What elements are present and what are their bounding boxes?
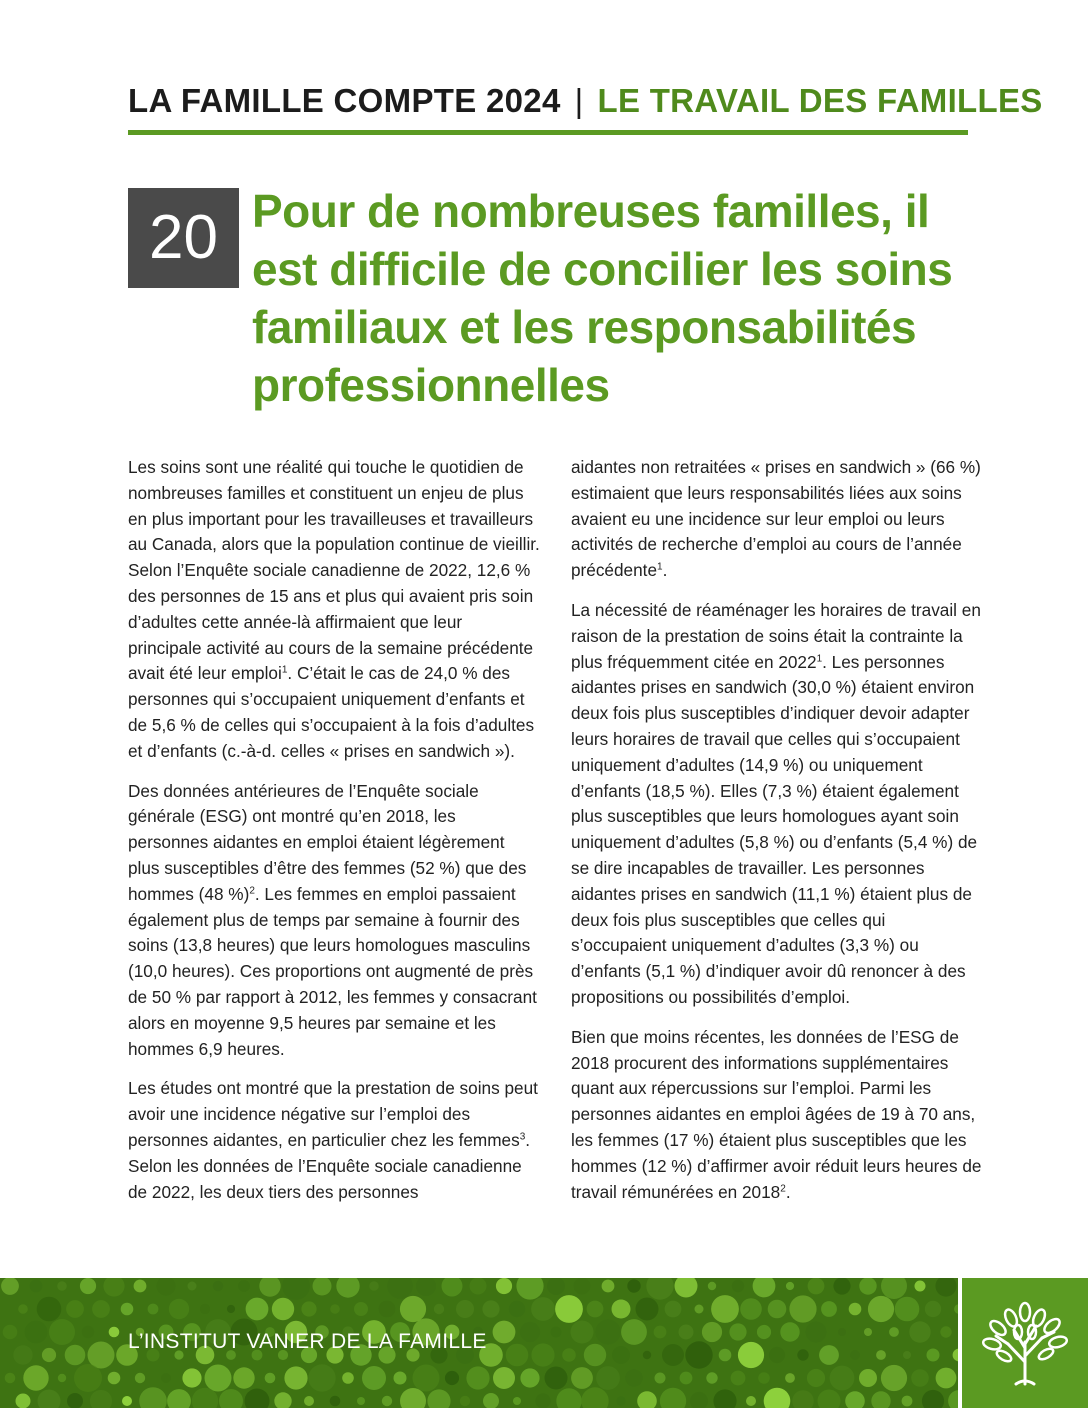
decorative-dot [789,1295,816,1322]
decorative-dot [927,1349,940,1362]
decorative-dot [74,1364,102,1392]
decorative-dot [272,1298,294,1320]
decorative-dot [646,1278,673,1300]
decorative-dot [139,1387,167,1408]
decorative-dot [284,1366,307,1389]
decorative-dot [400,1296,426,1322]
decorative-dot [42,1348,56,1362]
decorative-dot [227,1305,235,1313]
page-title: Pour de nombreuses familles, il est difficile de concilier les soins familiaux et les responsabilités professionnelles [252,185,953,411]
decorative-dot [205,1365,232,1392]
decorative-dot [731,1371,746,1386]
decorative-dot [122,1396,132,1406]
decorative-dot [940,1326,951,1337]
decorative-dot [911,1369,929,1387]
decorative-dot [466,1366,489,1389]
logo-block [962,1278,1088,1408]
decorative-dot [88,1342,115,1369]
decorative-dot [621,1319,647,1345]
paragraph: Bien que moins récentes, les données de l’ESG de 2018 procurent des informations supplémentaires quant aux répercussions sur l’emploi. Parmi les personnes aidantes en emploi âgées de 19 à 70 ans, les femmes (17 %) étaient plus susceptibles que les hommes (12 %) d’affirmer avoir réduit leurs heures de travail rémunérées en 2018$^2$. [571,1026,982,1202]
decorative-dot [838,1328,846,1336]
decorative-dot [38,1390,61,1408]
decorative-dot [416,1278,436,1296]
decorative-dot [915,1281,926,1292]
decorative-dot [65,1345,86,1366]
decorative-dot [581,1387,608,1408]
decorative-dot [680,1372,693,1385]
decorative-dot [30,1280,43,1293]
decorative-dot [627,1279,640,1292]
tree-icon [980,1292,1070,1392]
decorative-dot [602,1280,615,1293]
decorative-dot [902,1396,913,1407]
decorative-dot [808,1278,825,1294]
decorative-dot [551,1327,562,1338]
decorative-dot [82,1326,94,1338]
decorative-dot [935,1278,956,1297]
decorative-dot [1,1278,19,1295]
decorative-dot [313,1278,332,1296]
decorative-dot [571,1321,594,1344]
decorative-dot [925,1301,941,1317]
decorative-dot [574,1278,591,1295]
decorative-dot [757,1325,771,1339]
decorative-dot [470,1278,487,1295]
decorative-dot [711,1295,739,1323]
decorative-dot [695,1305,704,1314]
decorative-dot [864,1328,872,1336]
decorative-dot [655,1373,666,1384]
decorative-dot [556,1388,581,1408]
decorative-dot [80,1278,96,1294]
decorative-dot [637,1391,657,1408]
decorative-dot [169,1299,189,1319]
decorative-dot [496,1278,512,1294]
decorative-dot [427,1389,450,1408]
decorative-dot [520,1322,540,1342]
decorative-dot [909,1321,930,1342]
decorative-dot [690,1392,708,1408]
column-left [128,455,540,1219]
decorative-dot [161,1373,171,1383]
decorative-dot [797,1349,808,1360]
decorative-dot [719,1349,732,1362]
decorative-dot [23,1365,48,1390]
decorative-dot [780,1322,799,1341]
decorative-dot [850,1350,860,1360]
decorative-dot [182,1368,201,1387]
decorative-dot [66,1300,84,1318]
decorative-dot [948,1390,958,1408]
decorative-dot [713,1389,736,1408]
decorative-dot [400,1388,426,1408]
decorative-dot [758,1372,770,1384]
decorative-dot [859,1369,877,1387]
decorative-dot [805,1321,826,1342]
paragraph: La nécessité de réaménager les horaires de travail en raison de la prestation de soins était la contrainte la plus fréquemment citée en 2022$^1$. Les personnes aidantes prises en sandwich (30,0 %) étaient environ deux fois plus susceptibles d’indiquer devoir adapter leurs horaires de travail que celles qui s’occupaient uniquement d’adultes (14,9 %) ou uniquement d’enfants (18,5 %). Elles (7,3 %) étaient également plus susceptibles que leurs homologues ayant soin uniquement d’adultes (5,8 %) ou d’enfants (5,4 %) de se dire incapables de travailler. Les personnes aidantes prises en sandwich (11,1 %) étaient plus de deux fois plus susceptibles que celles qui s’occupaient uniquement d’adultes (3,3 %) ou d’enfants (5,1 %) d’indiquer avoir dû renoncer à des propositions ou possibilités d’emploi. [571,599,981,1007]
decorative-dot [148,1304,159,1315]
decorative-dot [520,1368,539,1387]
decorative-dot [513,1397,521,1405]
decorative-dot [662,1344,684,1366]
decorative-dot [456,1300,474,1318]
decorative-dot [304,1396,314,1406]
decorative-dot [769,1347,785,1363]
document-header [128,82,1043,120]
decorative-dot [612,1346,630,1364]
decorative-dot [16,1394,31,1408]
decorative-dot [903,1351,911,1359]
decorative-dot [25,1321,48,1344]
decorative-dot [483,1393,499,1408]
decorative-dot [675,1278,698,1298]
publication-title: LA FAMILLE COMPTE 2024 [128,82,561,119]
decorative-dot [434,1304,444,1314]
decorative-dot [595,1319,620,1344]
decorative-dot [665,1301,682,1318]
decorative-dot [188,1282,197,1291]
decorative-dot [785,1373,795,1383]
decorative-dot [413,1365,440,1392]
decorative-dot [708,1282,716,1290]
decorative-dot [545,1367,568,1390]
decorative-dot [445,1371,459,1385]
decorative-dot [493,1367,515,1389]
decorative-dot [49,1319,75,1345]
decorative-dot [108,1372,121,1385]
decorative-dot [849,1303,862,1316]
decorative-dot [5,1373,16,1384]
decorative-dot [37,1297,62,1322]
decorative-dot [330,1396,341,1407]
decorative-dot [821,1301,837,1317]
decorative-dot [233,1367,254,1388]
decorative-dot [746,1396,756,1406]
decorative-dot [301,1301,316,1316]
decorative-dot [625,1369,642,1386]
decorative-dot [679,1325,694,1340]
decorative-dot [362,1366,386,1390]
decorative-dot [67,1393,83,1408]
decorative-dot [509,1301,525,1317]
decorative-dot [442,1278,463,1297]
decorative-dot [3,1325,18,1340]
decorative-dot [387,1278,413,1299]
decorative-dot [818,1390,841,1408]
paragraph: aidantes non retraitées « prises en sandwich » (66 %) estimaient que leurs responsabilités liées aux soins avaient eu une incidence sur leur emploi ou leurs activités de recherche d’emploi au cours de l’année précédente$^1$. [571,457,981,581]
decorative-dot [57,1281,67,1291]
decorative-dot [109,1327,120,1338]
paragraph: Les soins sont une réalité qui touche le quotidien de nombreuses familles et constituent un enjeu de plus en plus important pour les travailleuses et travailleurs au Canada, alors que la population continue de vieillir. Selon l’Enquête sociale canadienne de 2022, 12,6 % des personnes de 15 ans et plus qui avaient pris soin d’adultes cette année-là affirmaient que leur principale activité au cours de la semaine précédente avait été leur emploi$^1$. C’était le cas de 24,0 % des personnes qui s’occupaient uniquement d’enfants et de 5,6 % de celles qui s’occupaient à la fois d’adultes et d’enfants (c.-à-d. celles « prises en sandwich »). [128,457,540,761]
decorative-dot [336,1278,359,1298]
decorative-dot [922,1390,944,1408]
decorative-dot [531,1343,554,1366]
decorative-dot [156,1278,175,1296]
decorative-dot [807,1369,825,1387]
decorative-dot [740,1298,762,1320]
decorative-dot [868,1296,894,1322]
decorative-dot [134,1280,147,1293]
decorative-dot [547,1278,565,1295]
decorative-dot [246,1298,269,1321]
decorative-dot [881,1365,907,1391]
decorative-dot [460,1396,470,1406]
decorative-dot [357,1397,365,1405]
decorative-dot [213,1281,223,1291]
decorative-dot [493,1321,516,1344]
paragraph: Les études ont montré que la prestation de soins peut avoir une incidence négative sur l’emploi des personnes aidantes, en particulier chez les femmes$^3$. Selon les données de l’Enquête sociale canadienne de 2022, les deux tiers des personnes [128,1078,538,1202]
decorative-dot [330,1304,340,1314]
decorative-dot [768,1300,787,1319]
decorative-dot [90,1390,112,1408]
decorative-dot [13,1345,32,1364]
decorative-dot [830,1366,855,1391]
decorative-dot [379,1301,396,1318]
decorative-dot [706,1372,717,1383]
decorative-dot [833,1278,850,1295]
decorative-dot [729,1323,746,1340]
decorative-dot [845,1391,865,1408]
decorative-dot [342,1372,354,1384]
decorative-dot [200,1304,210,1314]
decorative-dot [506,1344,529,1367]
decorative-dot [584,1344,606,1366]
decorative-dot [895,1297,920,1322]
decorative-dot [636,1298,659,1321]
section-number: 20 [128,188,239,288]
decorative-dot [274,1392,291,1408]
header-rule [128,130,968,135]
decorative-dot [643,1351,651,1359]
decorative-dot [535,1393,550,1408]
decorative-dot [738,1342,764,1368]
decorative-dot [889,1327,899,1337]
decorative-dot [482,1300,499,1317]
decorative-dot [660,1388,686,1408]
decorative-dot [587,1301,604,1318]
decorative-dot [819,1345,839,1365]
decorative-dot [238,1280,250,1292]
decorative-dot [571,1367,593,1389]
decorative-dot [562,1348,576,1362]
decorative-dot [876,1350,886,1360]
decorative-dot [859,1278,876,1295]
decorative-dot [612,1300,631,1319]
decorative-dot [282,1278,310,1300]
decorative-dot [265,1373,276,1384]
decorative-dot [308,1364,335,1391]
decorative-dot [786,1282,794,1290]
decorative-dot [18,1304,28,1314]
decorative-dot [881,1278,907,1299]
decorative-dot [871,1391,890,1408]
decorative-dot [654,1326,667,1339]
section-title: LE TRAVAIL DES FAMILLES [597,82,1043,119]
decorative-dot [121,1303,134,1316]
decorative-dot [135,1373,145,1383]
decorative-dot [555,1295,583,1323]
decorative-dot [753,1278,776,1297]
footer-organization: L’INSTITUT VANIER DE LA FAMILLE [128,1330,487,1353]
decorative-dot [167,1389,191,1408]
decorative-dot [685,1341,712,1368]
decorative-dot [382,1396,392,1406]
decorative-dot [702,1322,722,1342]
decorative-dot [531,1297,555,1321]
decorative-dot [219,1389,243,1408]
decorative-dot [394,1372,407,1385]
decorative-dot [764,1388,791,1408]
decorative-dot [103,1278,124,1297]
column-right [571,455,983,1219]
decorative-dot [792,1390,814,1408]
decorative-dot [596,1366,620,1390]
decorative-dot [58,1374,66,1382]
decorative-dot [732,1280,744,1292]
decorative-dot [92,1300,110,1318]
paragraph: Des données antérieures de l’Enquête sociale générale (ESG) ont montré qu’en 2018, les personnes aidantes en emploi étaient légèrement plus susceptibles d’être des femmes (52 %) que des hommes (48 %)$^2$. Les femmes en emploi passaient également plus de temps par semaine à fournir des soins (13,8 heures) que leurs homologues masculins (10,0 heures). Ces proportions ont augmenté de près de 50 % par rapport à 2012, les femmes y consacrant alors en moyenne 9,5 heures par semaine et les hommes 6,9 heures. [128,780,537,1059]
header-separator: | [574,82,584,119]
decorative-dot [245,1389,270,1408]
decorative-dot [354,1302,368,1316]
decorative-dot [616,1396,625,1405]
decorative-dot [936,1368,957,1389]
decorative-dot [369,1281,379,1291]
decorative-dot [516,1278,543,1300]
decorative-dot [259,1278,280,1297]
